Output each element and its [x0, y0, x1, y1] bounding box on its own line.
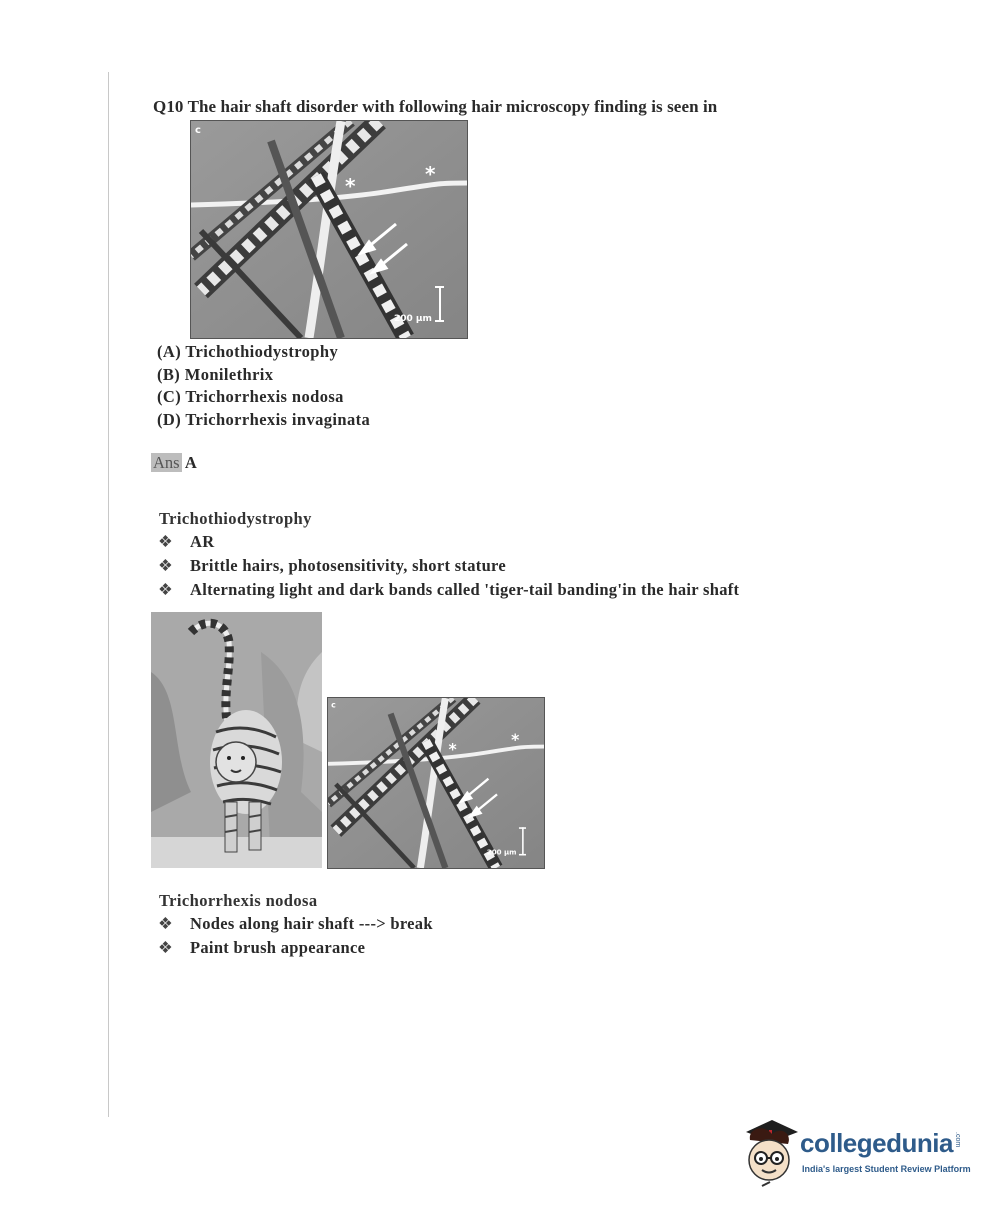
- scale-label: 200 μm: [486, 847, 517, 857]
- answer-value: A: [184, 453, 197, 472]
- bullet-item: ❖ Alternating light and dark bands called 'tiger-tail banding'in the hair shaft: [158, 578, 739, 602]
- option-c[interactable]: (C) Trichorrhexis nodosa: [157, 387, 344, 406]
- option-d[interactable]: (D) Trichorrhexis invaginata: [157, 409, 371, 429]
- answer-line: [151, 453, 197, 473]
- comparison-microscopy-image: [327, 697, 545, 869]
- bullet-icon: ❖: [158, 580, 174, 599]
- bullet-icon: ❖: [158, 914, 174, 933]
- option-b[interactable]: (B) Monilethrix: [157, 364, 274, 384]
- answer-label: Ans: [153, 453, 180, 472]
- trichothiodystrophy-bullets: [158, 530, 739, 602]
- collegedunia-logo[interactable]: [742, 1118, 972, 1190]
- bullet-item: ❖ Brittle hairs, photosensitivity, short stature: [158, 554, 739, 578]
- mascot-icon: [742, 1118, 800, 1190]
- option-a[interactable]: (A) Trichothiodystrophy: [157, 342, 339, 361]
- section-title-trichorrhexis-nodosa: Trichorrhexis nodosa: [159, 891, 318, 910]
- svg-text:*: *: [345, 174, 356, 198]
- logo-wordmark: collegedunia: [800, 1128, 953, 1158]
- bullet-item: ❖ AR: [158, 530, 739, 554]
- svg-text:*: *: [425, 162, 436, 186]
- trichorrhexis-nodosa-bullets: [158, 912, 433, 960]
- answer-options: [157, 341, 370, 431]
- bullet-icon: ❖: [158, 556, 174, 575]
- bullet-icon: ❖: [158, 532, 174, 551]
- panel-label: c: [195, 125, 201, 136]
- scale-label: 200 μm: [394, 314, 432, 324]
- tiger-photo: [151, 612, 322, 868]
- bullet-icon: ❖: [158, 938, 174, 957]
- hair-microscopy-image: [190, 120, 468, 339]
- page-margin-line: [108, 72, 109, 1117]
- svg-text:*: *: [448, 739, 457, 759]
- logo-domain-suffix: .com: [954, 1132, 961, 1148]
- bullet-item: ❖ Nodes along hair shaft ---> break: [158, 912, 433, 936]
- panel-label: c: [331, 700, 336, 710]
- svg-text:*: *: [511, 729, 520, 750]
- logo-tagline: India's largest Student Review Platform: [802, 1164, 971, 1174]
- bullet-item: ❖ Paint brush appearance: [158, 936, 433, 960]
- section-title-trichothiodystrophy: Trichothiodystrophy: [159, 509, 312, 528]
- question-text: Q10 The hair shaft disorder with following hair microscopy finding is seen in: [153, 97, 718, 116]
